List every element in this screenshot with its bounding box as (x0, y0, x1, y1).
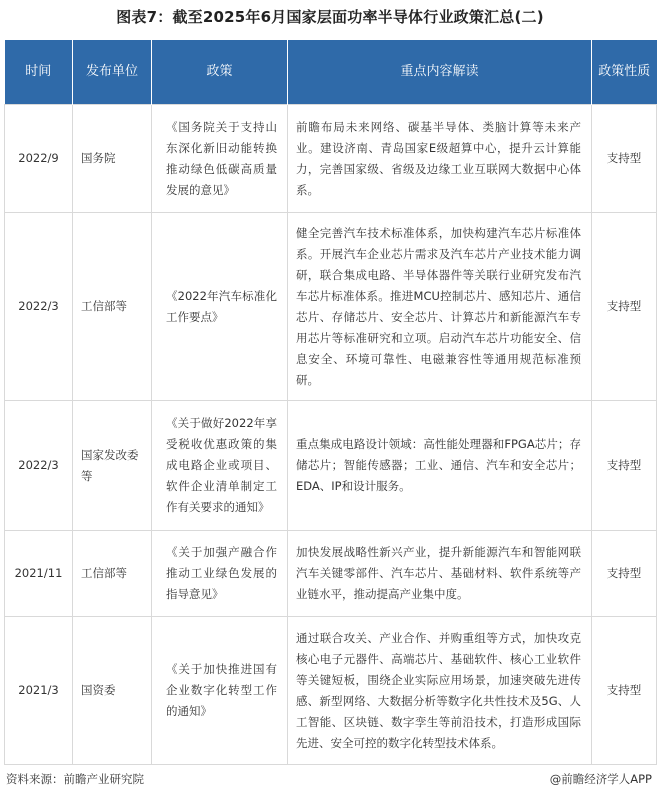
cell-policy: 《关于加强产融合作推动工业绿色发展的指导意见》 (152, 531, 288, 617)
cell-policy: 《2022年汽车标准化工作要点》 (152, 213, 288, 401)
cell-content: 前瞻布局未来网络、碳基半导体、类脑计算等未来产业。建设济南、青岛国家E级超算中心，提升云计算能力，完善国家级、省级及边缘工业互联网大数据中心体系。 (288, 105, 592, 213)
cell-unit: 国家发改委等 (73, 401, 152, 531)
table-row (5, 213, 657, 401)
cell-unit: 国资委 (73, 617, 152, 765)
policy-table (4, 40, 657, 765)
header-unit: 发布单位 (73, 40, 152, 105)
cell-type: 支持型 (592, 213, 657, 401)
cell-content: 加快发展战略性新兴产业，提升新能源汽车和智能网联汽车关键零部件、汽车芯片、基础材料、软件系统等产业链水平，推动提高产业集中度。 (288, 531, 592, 617)
cell-unit: 工信部等 (73, 213, 152, 401)
cell-policy: 《关于加快推进国有企业数字化转型工作的通知》 (152, 617, 288, 765)
table-row (5, 531, 657, 617)
table-row (5, 401, 657, 531)
cell-content: 通过联合攻关、产业合作、并购重组等方式，加快攻克核心电子元器件、高端芯片、基础软件、核心工业软件等关键短板，围绕企业实际应用场景，加速突破先进传感、新型网络、大数据分析等数字化共性技术及5G、人工智能、区块链、数字孪生等前沿技术，打造形成国际先进、安全可控的数字化转型技术体系。 (288, 617, 592, 765)
source-note: 资料来源：前瞻产业研究院 (6, 772, 144, 786)
header-type: 政策性质 (592, 40, 657, 105)
table-row (5, 105, 657, 213)
cell-time: 2022/9 (5, 105, 73, 213)
table-header-row (5, 40, 657, 105)
cell-type: 支持型 (592, 105, 657, 213)
cell-type: 支持型 (592, 401, 657, 531)
figure-title: 图表7：截至2025年6月国家层面功率半导体行业政策汇总(二) (116, 8, 544, 26)
cell-time: 2021/11 (5, 531, 73, 617)
cell-time: 2021/3 (5, 617, 73, 765)
cell-type: 支持型 (592, 531, 657, 617)
cell-policy: 《关于做好2022年享受税收优惠政策的集成电路企业或项目、软件企业清单制定工作有关要求的通知》 (152, 401, 288, 531)
brand-credit: @前瞻经济学人APP (549, 772, 652, 786)
cell-content: 重点集成电路设计领域：高性能处理器和FPGA芯片；存储芯片；智能传感器；工业、通信、汽车和安全芯片；EDA、IP和设计服务。 (288, 401, 592, 531)
header-content: 重点内容解读 (288, 40, 592, 105)
cell-unit: 工信部等 (73, 531, 152, 617)
cell-policy: 《国务院关于支持山东深化新旧动能转换推动绿色低碳高质量发展的意见》 (152, 105, 288, 213)
cell-type: 支持型 (592, 617, 657, 765)
header-policy: 政策 (152, 40, 288, 105)
cell-time: 2022/3 (5, 213, 73, 401)
cell-time: 2022/3 (5, 401, 73, 531)
cell-content: 健全完善汽车技术标准体系，加快构建汽车芯片标准体系。开展汽车企业芯片需求及汽车芯片产业技术能力调研，联合集成电路、半导体器件等关联行业研究发布汽车芯片标准体系。推进MCU控制芯片、感知芯片、通信芯片、存储芯片、安全芯片、计算芯片和新能源汽车专用芯片等标准研究和立项。启动汽车芯片功能安全、信息安全、环境可靠性、电磁兼容性等通用规范标准预研。 (288, 213, 592, 401)
header-time: 时间 (5, 40, 73, 105)
cell-unit: 国务院 (73, 105, 152, 213)
table-row (5, 617, 657, 765)
